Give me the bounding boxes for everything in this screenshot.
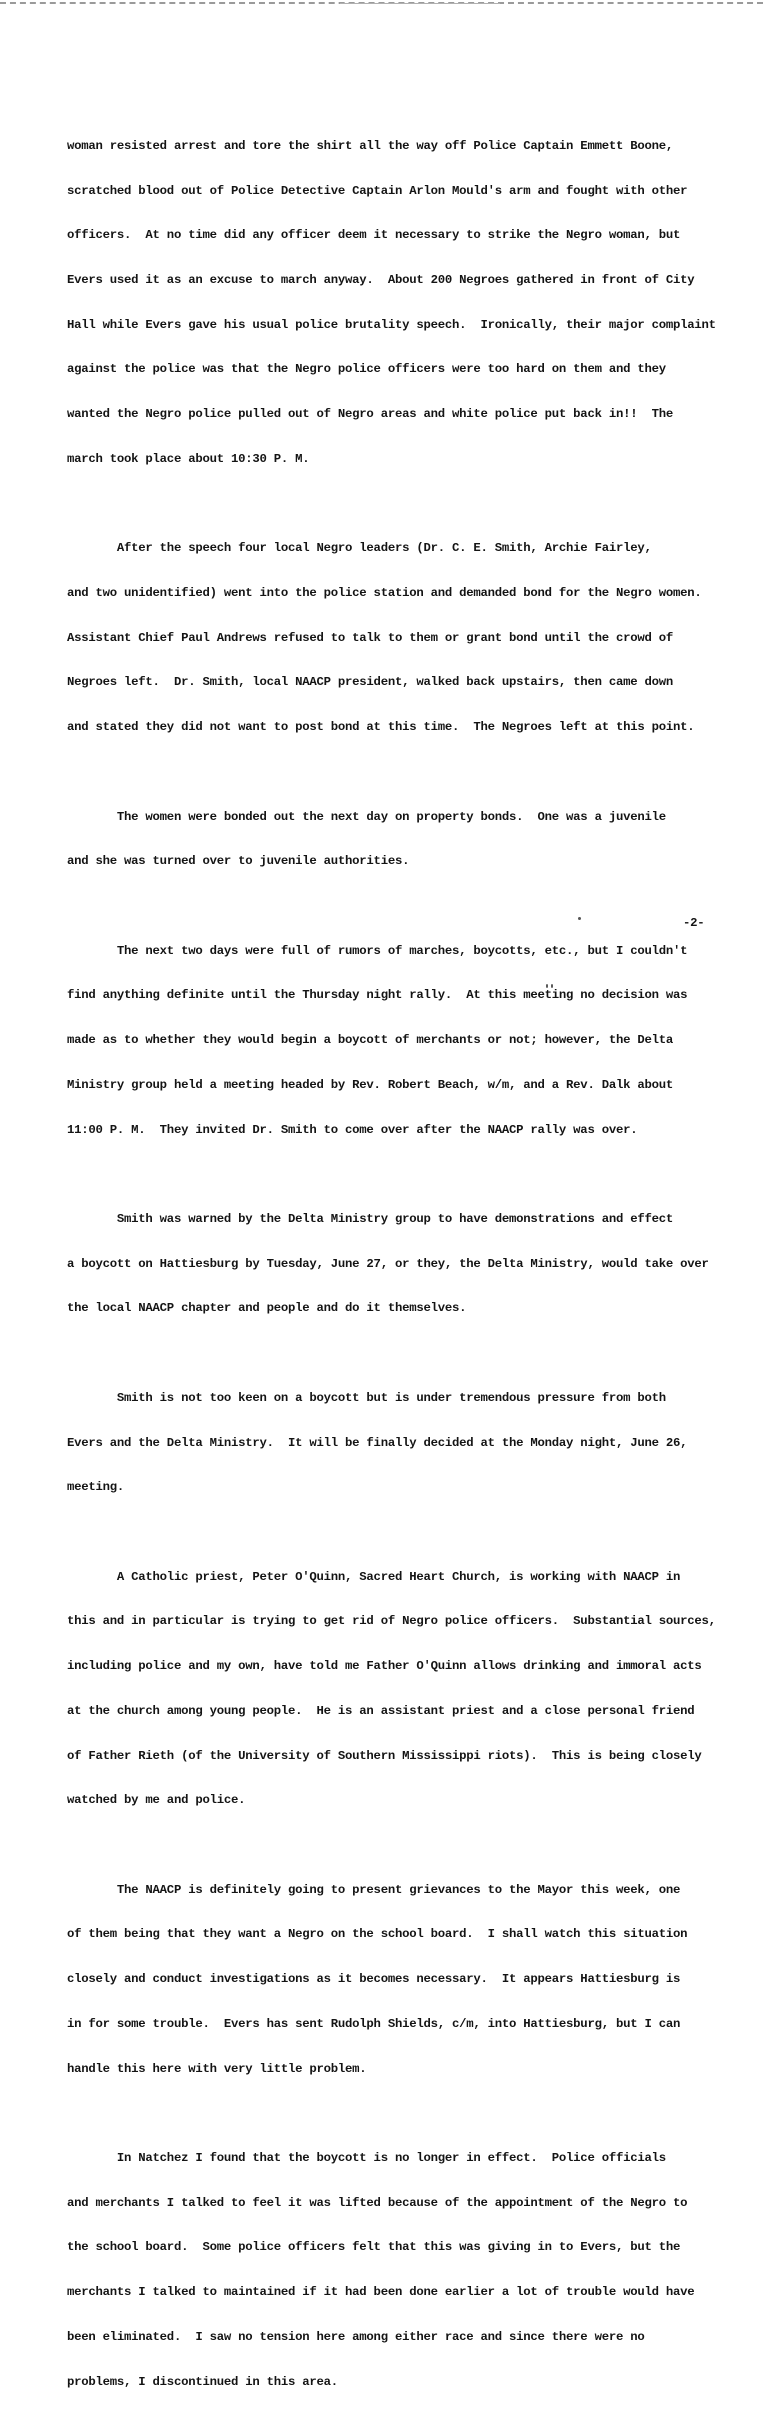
- text-line: find anything definite until the Thursday night rally. At this meeting no decision was: [67, 988, 688, 1003]
- scan-speck: [551, 984, 553, 988]
- text-line: Assistant Chief Paul Andrews refused to talk to them or grant bond until the crowd of: [67, 630, 673, 645]
- text-line: a boycott on Hattiesburg by Tuesday, June 27, or they, the Delta Ministry, would take over: [67, 1256, 709, 1271]
- text-line: wanted the Negro police pulled out of Negro areas and white police put back in!! The: [67, 407, 673, 422]
- memo-body: [67, 109, 757, 2419]
- paragraph-arrest-march: [67, 109, 757, 497]
- text-line: closely and conduct investigations as it becomes necessary. It appears Hattiesburg is: [67, 1972, 681, 1987]
- text-line: Hall while Evers gave his usual police brutality speech. Ironically, their major complaint: [67, 317, 716, 332]
- text-line: Smith is not too keen on a boycott but is under tremendous pressure from both: [67, 1390, 666, 1405]
- text-line: 11:00 P. M. They invited Dr. Smith to come over after the NAACP rally was over.: [67, 1122, 638, 1137]
- text-line: scratched blood out of Police Detective Captain Arlon Mould's arm and fought with other: [67, 183, 688, 198]
- text-line: and two unidentified) went into the police station and demanded bond for the Negro women.: [67, 585, 702, 600]
- text-line: the school board. Some police officers felt that this was giving in to Evers, but the: [67, 2240, 681, 2255]
- paragraph-naacp-grievances: [67, 1853, 757, 2106]
- text-line: and she was turned over to juvenile authorities.: [67, 854, 410, 869]
- text-line: been eliminated. I saw no tension here among either race and since there were no: [67, 2329, 645, 2344]
- text-line: the local NAACP chapter and people and do it themselves.: [67, 1301, 467, 1316]
- text-line: The NAACP is definitely going to present grievances to the Mayor this week, one: [67, 1882, 681, 1897]
- page-number: -2-: [683, 916, 705, 930]
- scan-speck: [578, 917, 581, 920]
- paragraph-boycott-pressure: [67, 1361, 757, 1525]
- text-line: and merchants I talked to feel it was lifted because of the appointment of the Negro to: [67, 2195, 688, 2210]
- text-line: handle this here with very little problem.: [67, 2061, 367, 2076]
- text-line: Negroes left. Dr. Smith, local NAACP president, walked back upstairs, then came down: [67, 675, 673, 690]
- text-line: Smith was warned by the Delta Ministry group to have demonstrations and effect: [67, 1212, 673, 1226]
- text-line: of Father Rieth (of the University of Southern Mississippi riots). This is being closely: [67, 1748, 702, 1763]
- text-line: at the church among young people. He is an assistant priest and a close personal friend: [67, 1703, 695, 1718]
- text-line: The women were bonded out the next day on property bonds. One was a juvenile: [67, 809, 666, 824]
- text-line: march took place about 10:30 P. M.: [67, 451, 310, 466]
- text-line: Ministry group held a meeting headed by Rev. Robert Beach, w/m, and a Rev. Dalk about: [67, 1077, 673, 1092]
- text-line: in for some trouble. Evers has sent Rudolph Shields, c/m, into Hattiesburg, but I can: [67, 2016, 681, 2031]
- text-line: made as to whether they would begin a boycott of merchants or not; however, the Delta: [67, 1033, 673, 1048]
- scan-speck: [546, 984, 548, 988]
- text-line: In Natchez I found that the boycott is no longer in effect. Police officials: [67, 2151, 666, 2166]
- paragraph-women-bonded: [67, 780, 757, 899]
- text-line: After the speech four local Negro leaders (Dr. C. E. Smith, Archie Fairley,: [67, 541, 652, 556]
- paragraph-delta-ministry-warning: [67, 1182, 757, 1346]
- text-line: The next two days were full of rumors of marches, boycotts, etc., but I couldn't: [67, 943, 688, 958]
- text-line: of them being that they want a Negro on the school board. I shall watch this situation: [67, 1927, 688, 1942]
- text-line: Evers used it as an excuse to march anyway. About 200 Negroes gathered in front of City: [67, 272, 695, 287]
- text-line: officers. At no time did any officer deem it necessary to strike the Negro woman, but: [67, 228, 681, 243]
- text-line: this and in particular is trying to get rid of Negro police officers. Substantial sources,: [67, 1614, 716, 1629]
- text-line: woman resisted arrest and tore the shirt all the way off Police Captain Emmett Boone,: [67, 138, 673, 153]
- text-line: including police and my own, have told me Father O'Quinn allows drinking and immoral acts: [67, 1659, 702, 1674]
- paragraph-rumors-meeting: [67, 914, 757, 1167]
- paragraph-natchez-boycott: [67, 2121, 757, 2419]
- text-line: watched by me and police.: [67, 1793, 246, 1808]
- top-edge-mark: [340, 3, 500, 4]
- text-line: meeting.: [67, 1480, 125, 1495]
- text-line: and stated they did not want to post bond at this time. The Negroes left at this point.: [67, 720, 695, 735]
- text-line: merchants I talked to maintained if it had been done earlier a lot of trouble would have: [67, 2285, 695, 2300]
- text-line: Evers and the Delta Ministry. It will be finally decided at the Monday night, June 26,: [67, 1435, 688, 1450]
- text-line: A Catholic priest, Peter O'Quinn, Sacred Heart Church, is working with NAACP in: [67, 1569, 681, 1584]
- paragraph-catholic-priest: [67, 1540, 757, 1838]
- paragraph-leaders-bond: [67, 511, 757, 764]
- text-line: against the police was that the Negro police officers were too hard on them and they: [67, 362, 666, 377]
- text-line: problems, I discontinued in this area.: [67, 2374, 338, 2389]
